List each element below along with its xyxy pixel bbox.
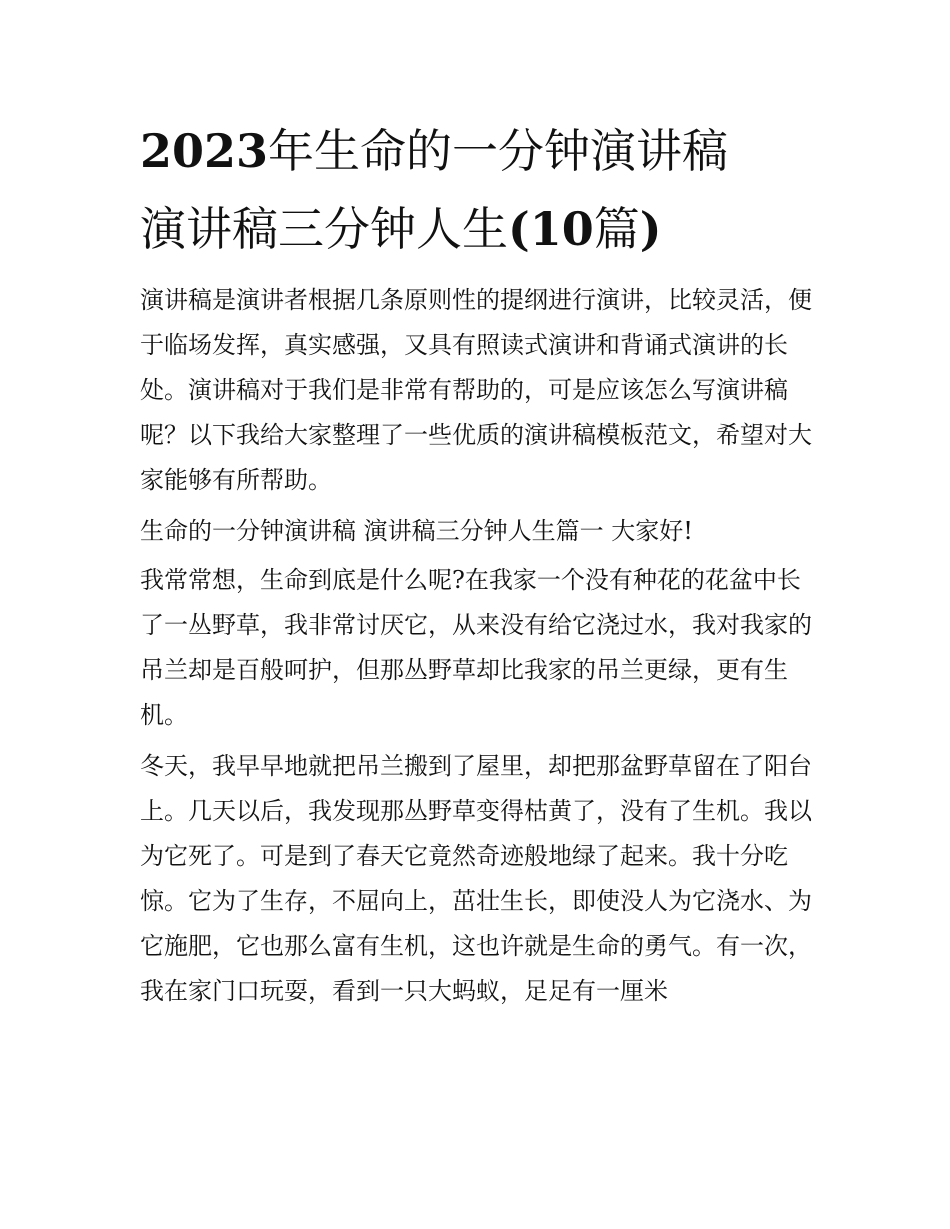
title-count: (10 (508, 202, 594, 256)
title-line-2-text: 演讲稿三分钟人生 (140, 202, 508, 256)
title-year: 2023 (140, 124, 269, 178)
paragraph-heading: 生命的一分钟演讲稿 演讲稿三分钟人生篇一 大家好! (140, 517, 693, 545)
title-line-2-unit: 篇 (593, 202, 640, 256)
title-close-paren: ) (639, 202, 662, 256)
title-line-1 (140, 112, 830, 190)
paragraph-winter: 冬天，我早早地就把吊兰搬到了屋里，却把那盆野草留在了阳台上。几天以后，我发现那丛野草变得枯黄了，没有了生机。我以为它死了。可是到了春天它竟然奇迹般地绿了起来。我十分吃惊。它为了生存，不屈向上，茁壮生长，即使没人为它浇水、为它施肥，它也那么富有生机，这也许就是生命的勇气。有一次，我在家门口玩耍，看到一只大蚂蚁，足足有一厘米 (140, 752, 812, 1005)
title-line-2 (140, 190, 830, 268)
document-title (140, 112, 830, 268)
title-line-1-text: 年生命的一分钟演讲稿 (268, 124, 729, 178)
document-body (140, 278, 816, 1020)
paragraph-intro: 演讲稿是演讲者根据几条原则性的提纲进行演讲，比较灵活，便于临场发挥，真实感强，又具有照读式演讲和背诵式演讲的长处。演讲稿对于我们是非常有帮助的，可是应该怎么写演讲稿呢？以下我给大家整理了一些优质的演讲稿模板范文，希望对大家能够有所帮助。 (140, 286, 812, 494)
paragraph-weeds: 我常常想，生命到底是什么呢?在我家一个没有种花的花盆中长了一丛野草，我非常讨厌它，从来没有给它浇过水，我对我家的吊兰却是百般呵护，但那丛野草却比我家的吊兰更绿，更有生机。 (140, 566, 812, 729)
